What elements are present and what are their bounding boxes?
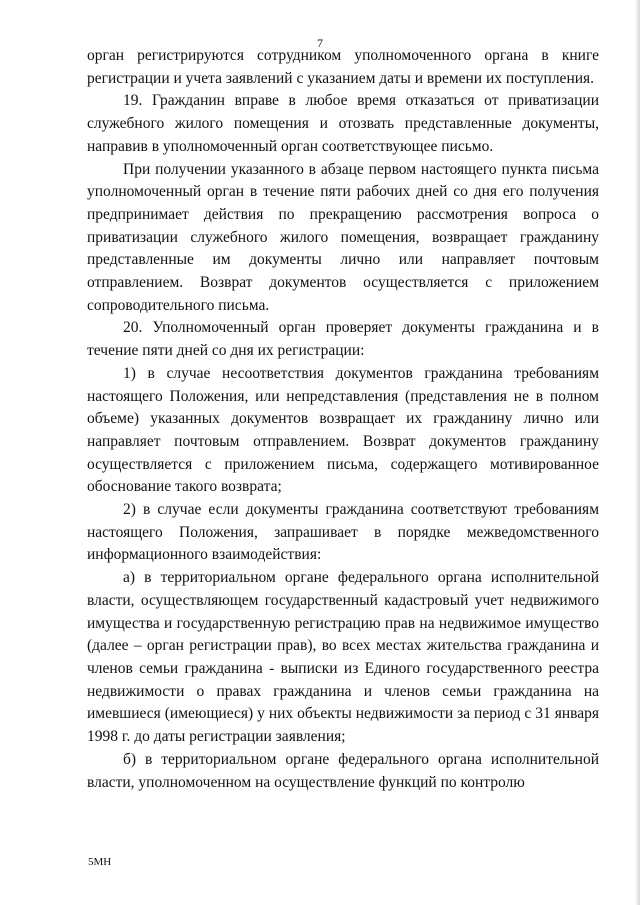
footer-code: 5МН: [88, 856, 112, 868]
paragraph-5: 1) в случае несоответствия документов гражданина требованиям настоящего Положения, или непредставления (представления не в полном объеме) указанных документов возвращает их гражданину лично или направляет почтовым отправлением. Возврат документов гражданину осуществляется с приложением письма, содержащего мотивированное обоснование такого возврата;: [87, 364, 599, 496]
page-edge-shadow: [635, 0, 640, 905]
paragraph-7: а) в территориальном органе федерального органа исполнительной власти, осуществляющем государственный кадастровый учет недвижимого имущества и государственную регистрацию прав на недвижимое имущество (далее – орган регистрации прав), во всех местах жительства гражданина и членов семьи гражданина - выписки из Единого государственного реестра недвижимости о правах гражданина и членов семьи гражданина на имевшиеся (имеющиеся) у них объекты недвижимости за период с 31 января 1998 г. до даты регистрации заявления;: [87, 569, 599, 746]
paragraph-4: 20. Уполномоченный орган проверяет документы гражданина и в течение пяти дней со дня их регистрации:: [87, 319, 599, 360]
paragraph-3: При получении указанного в абзаце первом настоящего пункта письма уполномоченный орган в течение пяти рабочих дней со дня его получения предпринимает действия по прекращению рассмотрения вопроса о приватизации служебного жилого помещения, возвращает гражданину представленные им документы лично или направляет почтовым отправлением. Возврат документов осуществляется с приложением сопроводительного письма.: [87, 160, 599, 314]
paragraph-8: б) в территориальном органе федерального органа исполнительной власти, уполномоченном на осуществление функций по контролю: [87, 750, 599, 791]
paragraph-2: 19. Гражданин вправе в любое время отказаться от приватизации служебного жилого помещения и отозвать представленные документы, направив в уполномоченный орган соответствующее письмо.: [87, 92, 599, 155]
page-number: 7: [317, 36, 323, 50]
document-body: [87, 45, 599, 794]
paragraph-6: 2) в случае если документы гражданина соответствуют требованиям настоящего Положения, запрашивает в порядке межведомственного информационного взаимодействия:: [87, 501, 599, 564]
paragraph-1: орган регистрируются сотрудником уполномоченного органа в книге регистрации и учета заявлений с указанием даты и времени их поступления.: [87, 47, 599, 87]
